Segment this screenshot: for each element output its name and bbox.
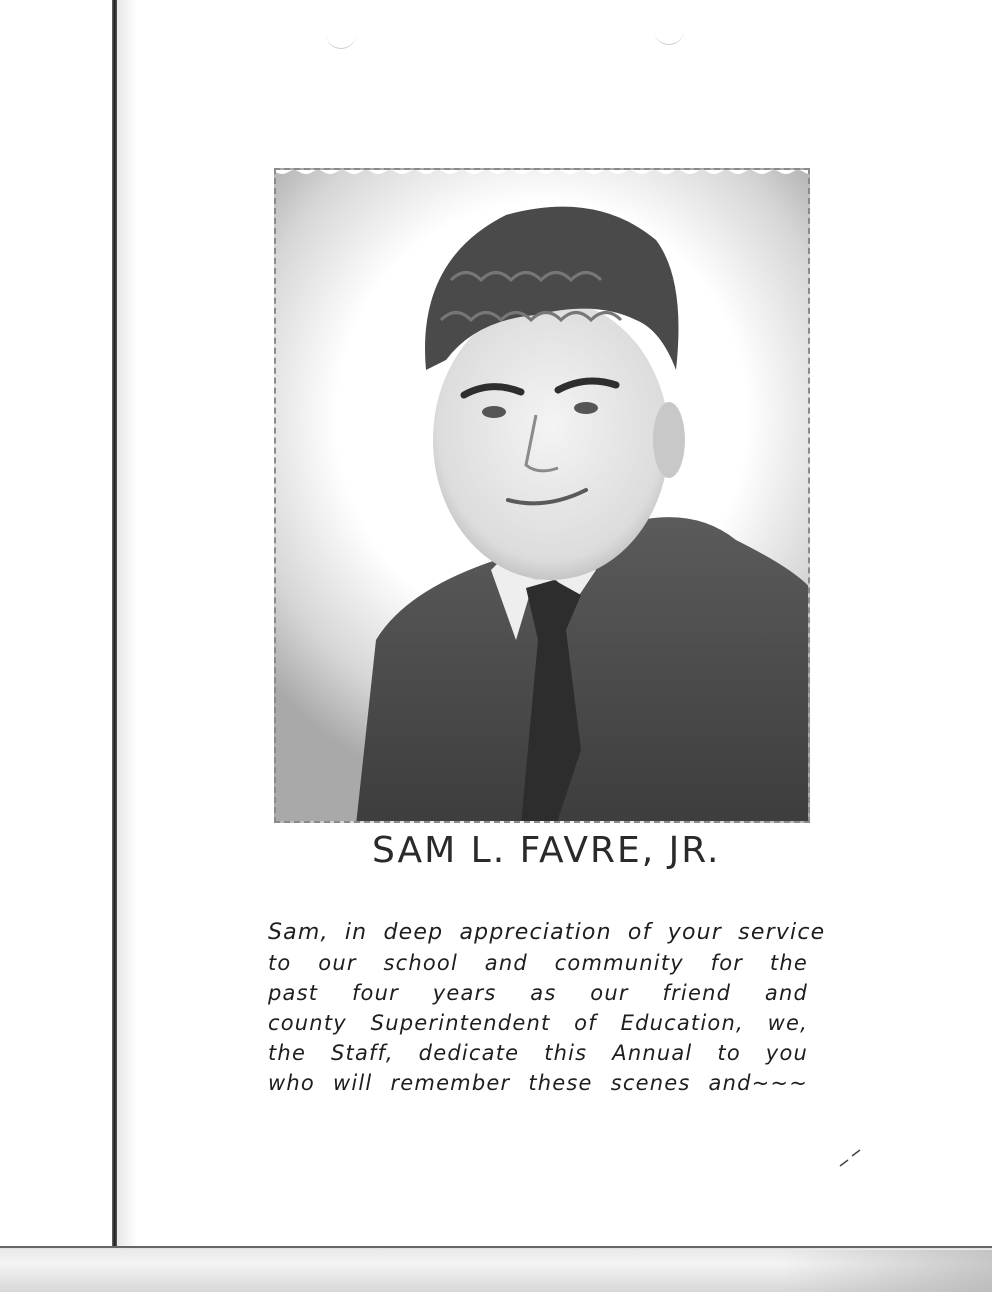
dedication-line: past four years as our friend and: [268, 981, 808, 1005]
punch-hole-mark: [326, 34, 356, 49]
dedication-line: the Staff, dedicate this Annual to you: [268, 1041, 808, 1065]
binding-shadow: [117, 0, 137, 1250]
portrait-photograph: [274, 168, 810, 823]
dedication-line: who will remember these scenes and~~~: [268, 1071, 808, 1095]
pen-mark: [838, 1148, 862, 1168]
portrait-drawing: [276, 170, 810, 823]
dedication-line: county Superintendent of Education, we,: [268, 1011, 808, 1035]
page-bottom-edge: [0, 1246, 992, 1292]
dedication-text: [268, 918, 826, 1098]
dedication-line: Sam, in deep appreciation of your service: [268, 920, 826, 945]
portrait-name-caption: SAM L. FAVRE, JR.: [372, 830, 721, 871]
dedication-line: to our school and community for the: [268, 951, 808, 975]
punch-hole-mark: [654, 30, 684, 45]
